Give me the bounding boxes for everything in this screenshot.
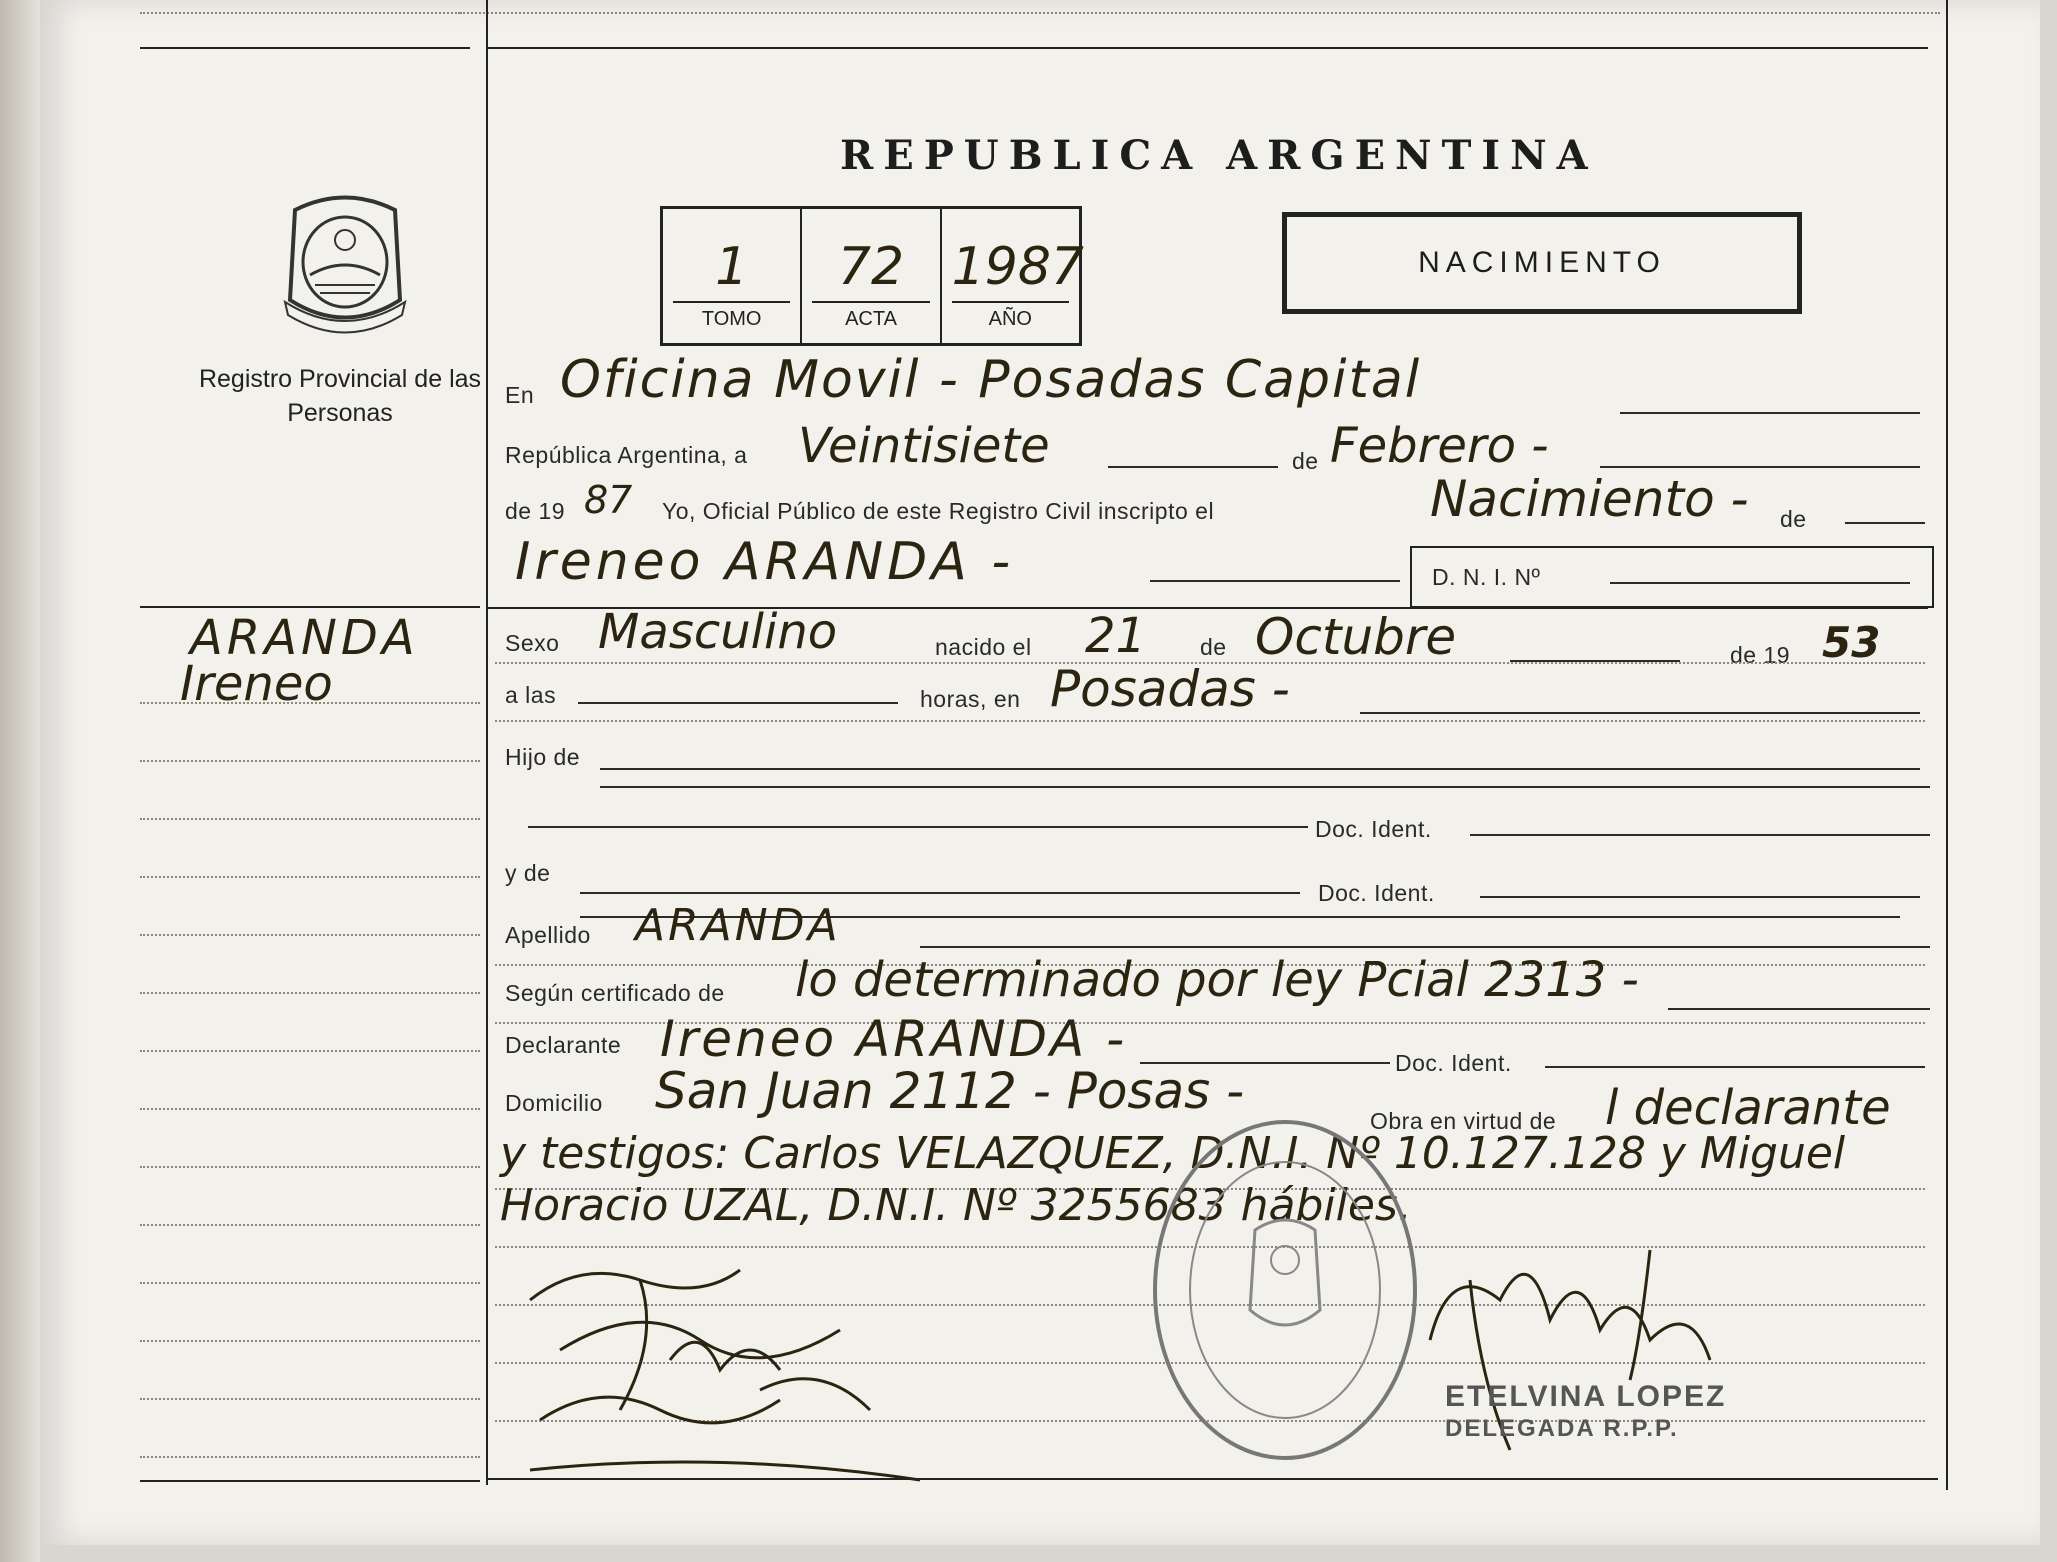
hijo-line-2	[600, 786, 1930, 788]
horas-label: horas, en	[920, 686, 1021, 712]
witnesses-line-1: y testigos: Carlos VELAZQUEZ, D.N.I. Nº 10.127.128 y Miguel	[500, 1128, 1846, 1179]
nacido-label: nacido el	[935, 634, 1032, 660]
sexo-label: Sexo	[505, 630, 560, 656]
en-line	[1620, 412, 1920, 414]
book-binding-edge	[0, 0, 40, 1562]
margin-line	[140, 760, 480, 762]
witnesses-line-2: Horacio UZAL, D.N.I. Nº 3255683 hábiles.	[500, 1180, 1412, 1231]
certificate-page	[40, 0, 2040, 1545]
margin-line	[140, 1398, 480, 1400]
sexo-value: Masculino	[598, 604, 838, 660]
place-of-registration: Oficina Movil - Posadas Capital	[560, 350, 1422, 410]
margin-line	[140, 818, 480, 820]
domicilio-value: San Juan 2112 - Posas -	[655, 1062, 1245, 1120]
doc-ident-label-1: Doc. Ident.	[1315, 816, 1432, 842]
month-line	[1600, 466, 1920, 468]
official-name: ETELVINA LOPEZ	[1445, 1380, 1727, 1413]
en-label: En	[505, 382, 535, 408]
de-label: de	[1292, 448, 1319, 474]
misiones-coat-of-arms-seal	[280, 190, 410, 345]
registry-numbers-box	[660, 206, 1082, 346]
margin-line	[140, 1224, 480, 1226]
anio-label: AÑO	[988, 308, 1032, 330]
dni-line	[1610, 582, 1910, 584]
day-value: Veintisiete	[798, 418, 1050, 474]
declarante-value: Ireneo ARANDA -	[660, 1010, 1128, 1068]
act-type-box: NACIMIENTO	[1282, 212, 1802, 314]
column-divider	[486, 0, 488, 1485]
doc-ident-label-3: Doc. Ident.	[1395, 1050, 1512, 1076]
margin-line	[140, 1108, 480, 1110]
birth-place: Posadas -	[1050, 660, 1290, 718]
margin-given-name: Ireneo	[180, 656, 333, 712]
anio-value: 1987	[952, 237, 1069, 303]
day-line	[1108, 466, 1278, 468]
birth-day: 21	[1085, 608, 1147, 664]
y-de-label: y de	[505, 860, 551, 886]
margin-line	[140, 1456, 480, 1458]
top-body-dotted-line	[460, 12, 1940, 14]
witness-signatures	[520, 1240, 1120, 1525]
doc-ident-label-2: Doc. Ident.	[1318, 880, 1435, 906]
margin-line	[140, 702, 480, 704]
doc-ident-line-3	[1545, 1066, 1925, 1068]
doc-ident-line-2	[1480, 896, 1920, 898]
top-body-rule	[488, 47, 1928, 49]
acta-cell	[802, 209, 941, 343]
declarante-label: Declarante	[505, 1032, 622, 1058]
margin-note-rule	[140, 606, 480, 608]
apellido-value: ARANDA	[635, 900, 841, 951]
tomo-value: 1	[673, 237, 790, 303]
inscription-value: Nacimiento -	[1430, 470, 1749, 528]
country-title: REPUBLICA ARGENTINA	[840, 132, 1598, 179]
tomo-cell	[663, 209, 802, 343]
segun-label: Según certificado de	[505, 980, 725, 1006]
a-las-label: a las	[505, 682, 557, 708]
official-title: DELEGADA R.P.P.	[1445, 1415, 1679, 1442]
obra-value: l declarante	[1605, 1080, 1891, 1136]
tomo-label: TOMO	[701, 308, 762, 330]
hijo-line	[600, 768, 1920, 770]
margin-line	[140, 1050, 480, 1052]
margin-line	[140, 1340, 480, 1342]
year-value: 87	[584, 478, 633, 522]
hijo-line-3	[528, 826, 1308, 828]
apellido-label: Apellido	[505, 922, 591, 948]
margin-line	[140, 934, 480, 936]
margin-line	[140, 1282, 480, 1284]
anio-cell	[942, 209, 1084, 343]
dni-label: D. N. I. Nº	[1432, 564, 1541, 590]
segun-line	[1668, 1008, 1930, 1010]
margin-line	[140, 876, 480, 878]
segun-value: lo determinado por ley Pcial 2313 -	[795, 952, 1639, 1008]
acta-value: 72	[812, 237, 929, 303]
birth-place-line	[1360, 712, 1920, 714]
apellido-line	[920, 946, 1930, 948]
margin-bottom-rule	[140, 1480, 480, 1482]
yo-text: Yo, Oficial Público de este Registro Civil inscripto el	[662, 498, 1215, 524]
person-line	[1150, 580, 1400, 582]
birth-year-value: 53	[1822, 618, 1881, 667]
official-stamp	[1145, 1110, 1425, 1475]
person-name: Ireneo ARANDA -	[515, 532, 1015, 592]
de-line-2	[1845, 522, 1925, 524]
doc-ident-line-1	[1470, 834, 1930, 836]
registry-name: Registro Provincial de las Personas	[198, 365, 482, 427]
de-label-3: de	[1200, 634, 1227, 660]
republica-label: República Argentina, a	[505, 442, 748, 468]
margin-line	[140, 1166, 480, 1168]
birth-year-prefix: de 19	[1730, 642, 1791, 668]
acta-label: ACTA	[845, 308, 897, 330]
top-margin-rule	[140, 47, 470, 49]
hours-line	[578, 702, 898, 704]
year-prefix: de 19	[505, 498, 566, 524]
de-label-2: de	[1780, 506, 1807, 532]
obra-label: Obra en virtud de	[1370, 1108, 1557, 1134]
y-de-line	[580, 892, 1300, 894]
line6-dotted	[495, 720, 1925, 722]
hijo-label: Hijo de	[505, 744, 581, 770]
birth-month: Octubre	[1255, 608, 1457, 666]
top-margin-dotted-line	[140, 12, 460, 14]
margin-surname: ARANDA	[190, 610, 419, 666]
domicilio-label: Domicilio	[505, 1090, 603, 1116]
right-border	[1946, 0, 1948, 1490]
month-value: Febrero -	[1330, 418, 1549, 474]
margin-line	[140, 992, 480, 994]
